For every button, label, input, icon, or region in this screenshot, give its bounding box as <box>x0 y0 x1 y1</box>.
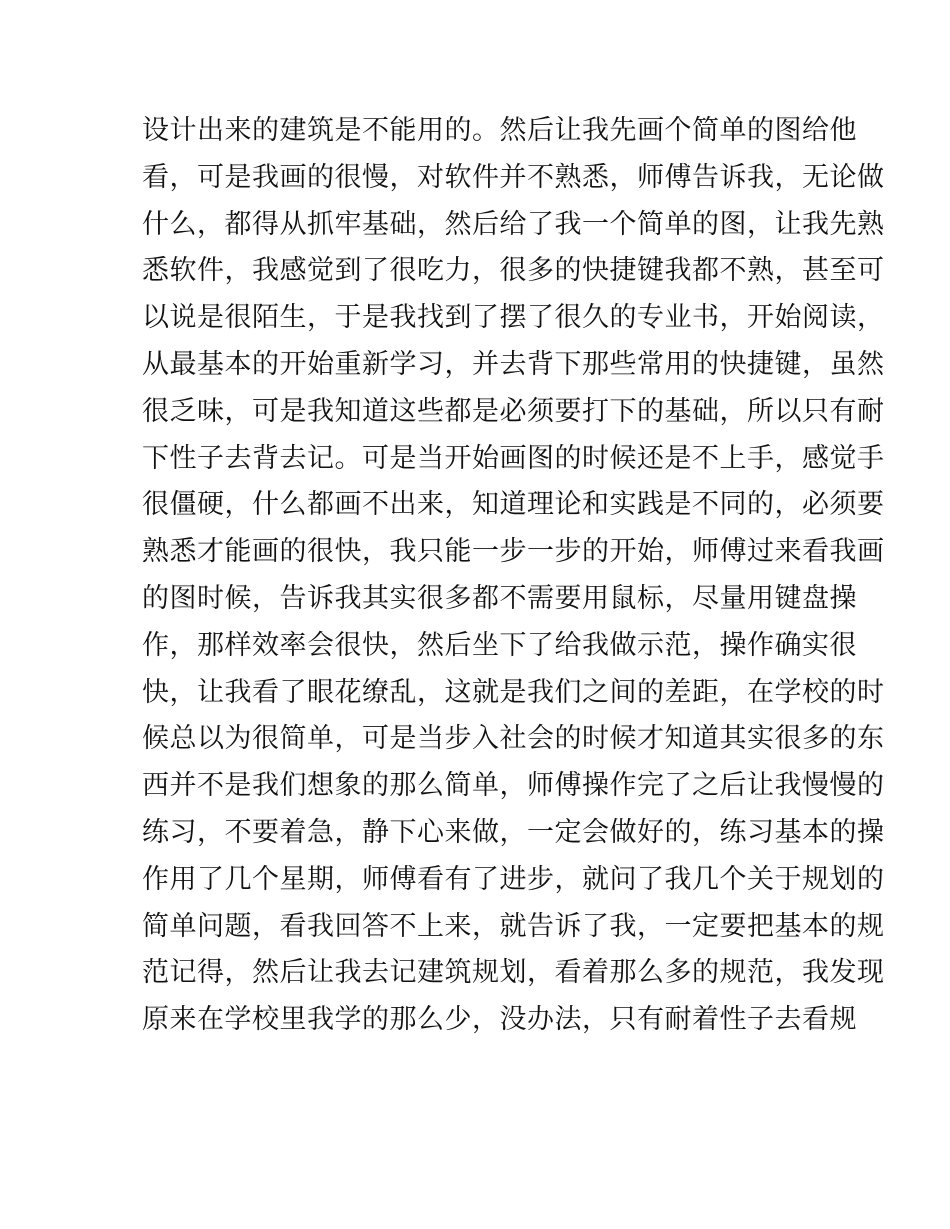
text-line: 看，可是我画的很慢，对软件并不熟悉，师傅告诉我，无论做 <box>142 161 885 193</box>
text-line: 悉软件，我感觉到了很吃力，很多的快捷键我都不熟，甚至可 <box>142 255 885 287</box>
text-line: 候总以为很简单，可是当步入社会的时候才知道其实很多的东 <box>142 723 885 755</box>
text-line: 简单问题，看我回答不上来，就告诉了我，一定要把基本的规 <box>142 910 885 942</box>
text-line: 很乏味，可是我知道这些都是必须要打下的基础，所以只有耐 <box>142 395 885 427</box>
text-line: 原来在学校里我学的那么少，没办法，只有耐着性子去看规 <box>142 1004 857 1036</box>
body-text <box>142 108 885 1044</box>
text-line: 下性子去背去记。可是当开始画图的时候还是不上手，感觉手 <box>142 442 885 474</box>
text-line: 练习，不要着急，静下心来做，一定会做好的，练习基本的操 <box>142 816 885 848</box>
text-line: 很僵硬，什么都画不出来，知道理论和实践是不同的，必须要 <box>142 489 885 521</box>
text-line: 什么，都得从抓牢基础，然后给了我一个简单的图，让我先熟 <box>142 208 885 240</box>
text-line: 快，让我看了眼花缭乱，这就是我们之间的差距，在学校的时 <box>142 676 885 708</box>
text-line: 范记得，然后让我去记建筑规划，看着那么多的规范，我发现 <box>142 957 885 989</box>
text-line: 以说是很陌生，于是我找到了摆了很久的专业书，开始阅读， <box>142 302 885 334</box>
text-line: 的图时候，告诉我其实很多都不需要用鼠标，尽量用键盘操 <box>142 582 857 614</box>
text-line: 设计出来的建筑是不能用的。然后让我先画个简单的图给他 <box>142 115 857 146</box>
text-line: 西并不是我们想象的那么简单，师傅操作完了之后让我慢慢的 <box>142 770 885 802</box>
text-line: 作，那样效率会很快，然后坐下了给我做示范，操作确实很 <box>142 629 857 661</box>
text-line: 从最基本的开始重新学习，并去背下那些常用的快捷键，虽然 <box>142 348 885 380</box>
text-line: 熟悉才能画的很快，我只能一步一步的开始，师傅过来看我画 <box>142 536 885 568</box>
text-line: 作用了几个星期，师傅看有了进步，就问了我几个关于规划的 <box>142 863 885 895</box>
